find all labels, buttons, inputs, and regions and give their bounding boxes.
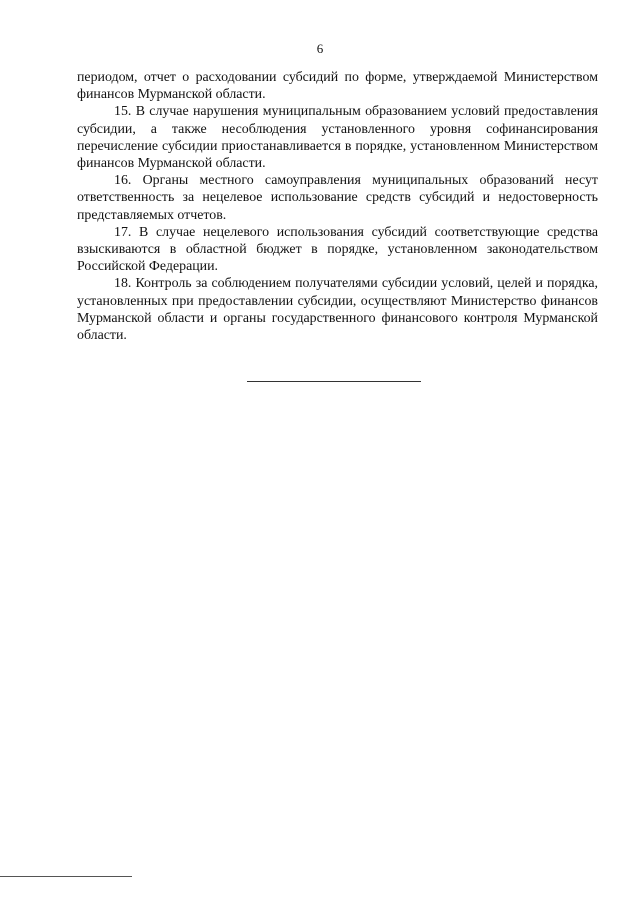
paragraph-continuation: периодом, отчет о расходовании субсидий по форме, утверждаемой Министерством финансов Мурманской области. [77, 70, 598, 103]
document-body [77, 69, 598, 344]
end-of-text-divider [247, 381, 421, 382]
paragraph-item-16: 16. Органы местного самоуправления муниципальных образований несут ответственность за нецелевое использование средств субсидий и недостоверность представляемых отчетов. [77, 173, 598, 223]
page-number: 6 [316, 41, 324, 56]
paragraph-item-15: 15. В случае нарушения муниципальным образованием условий предоставления субсидии, а также несоблюдения установленного уровня софинансирования перечисление субсидии приостанавливается в порядке, установленном Министерством финансов Мурманской области. [77, 104, 598, 172]
paragraph-item-17: 17. В случае нецелевого использования субсидий соответствующие средства взыскиваются в областной бюджет в порядке, установленном законодательством Российской Федерации. [77, 224, 598, 275]
paragraph-item-18: 18. Контроль за соблюдением получателями субсидии условий, целей и порядка, установленных при предоставлении субсидии, осуществляют Министерство финансов Мурманской области и органы государственного финансового контроля Мурманской области. [77, 276, 598, 344]
footer-divider [0, 876, 132, 877]
